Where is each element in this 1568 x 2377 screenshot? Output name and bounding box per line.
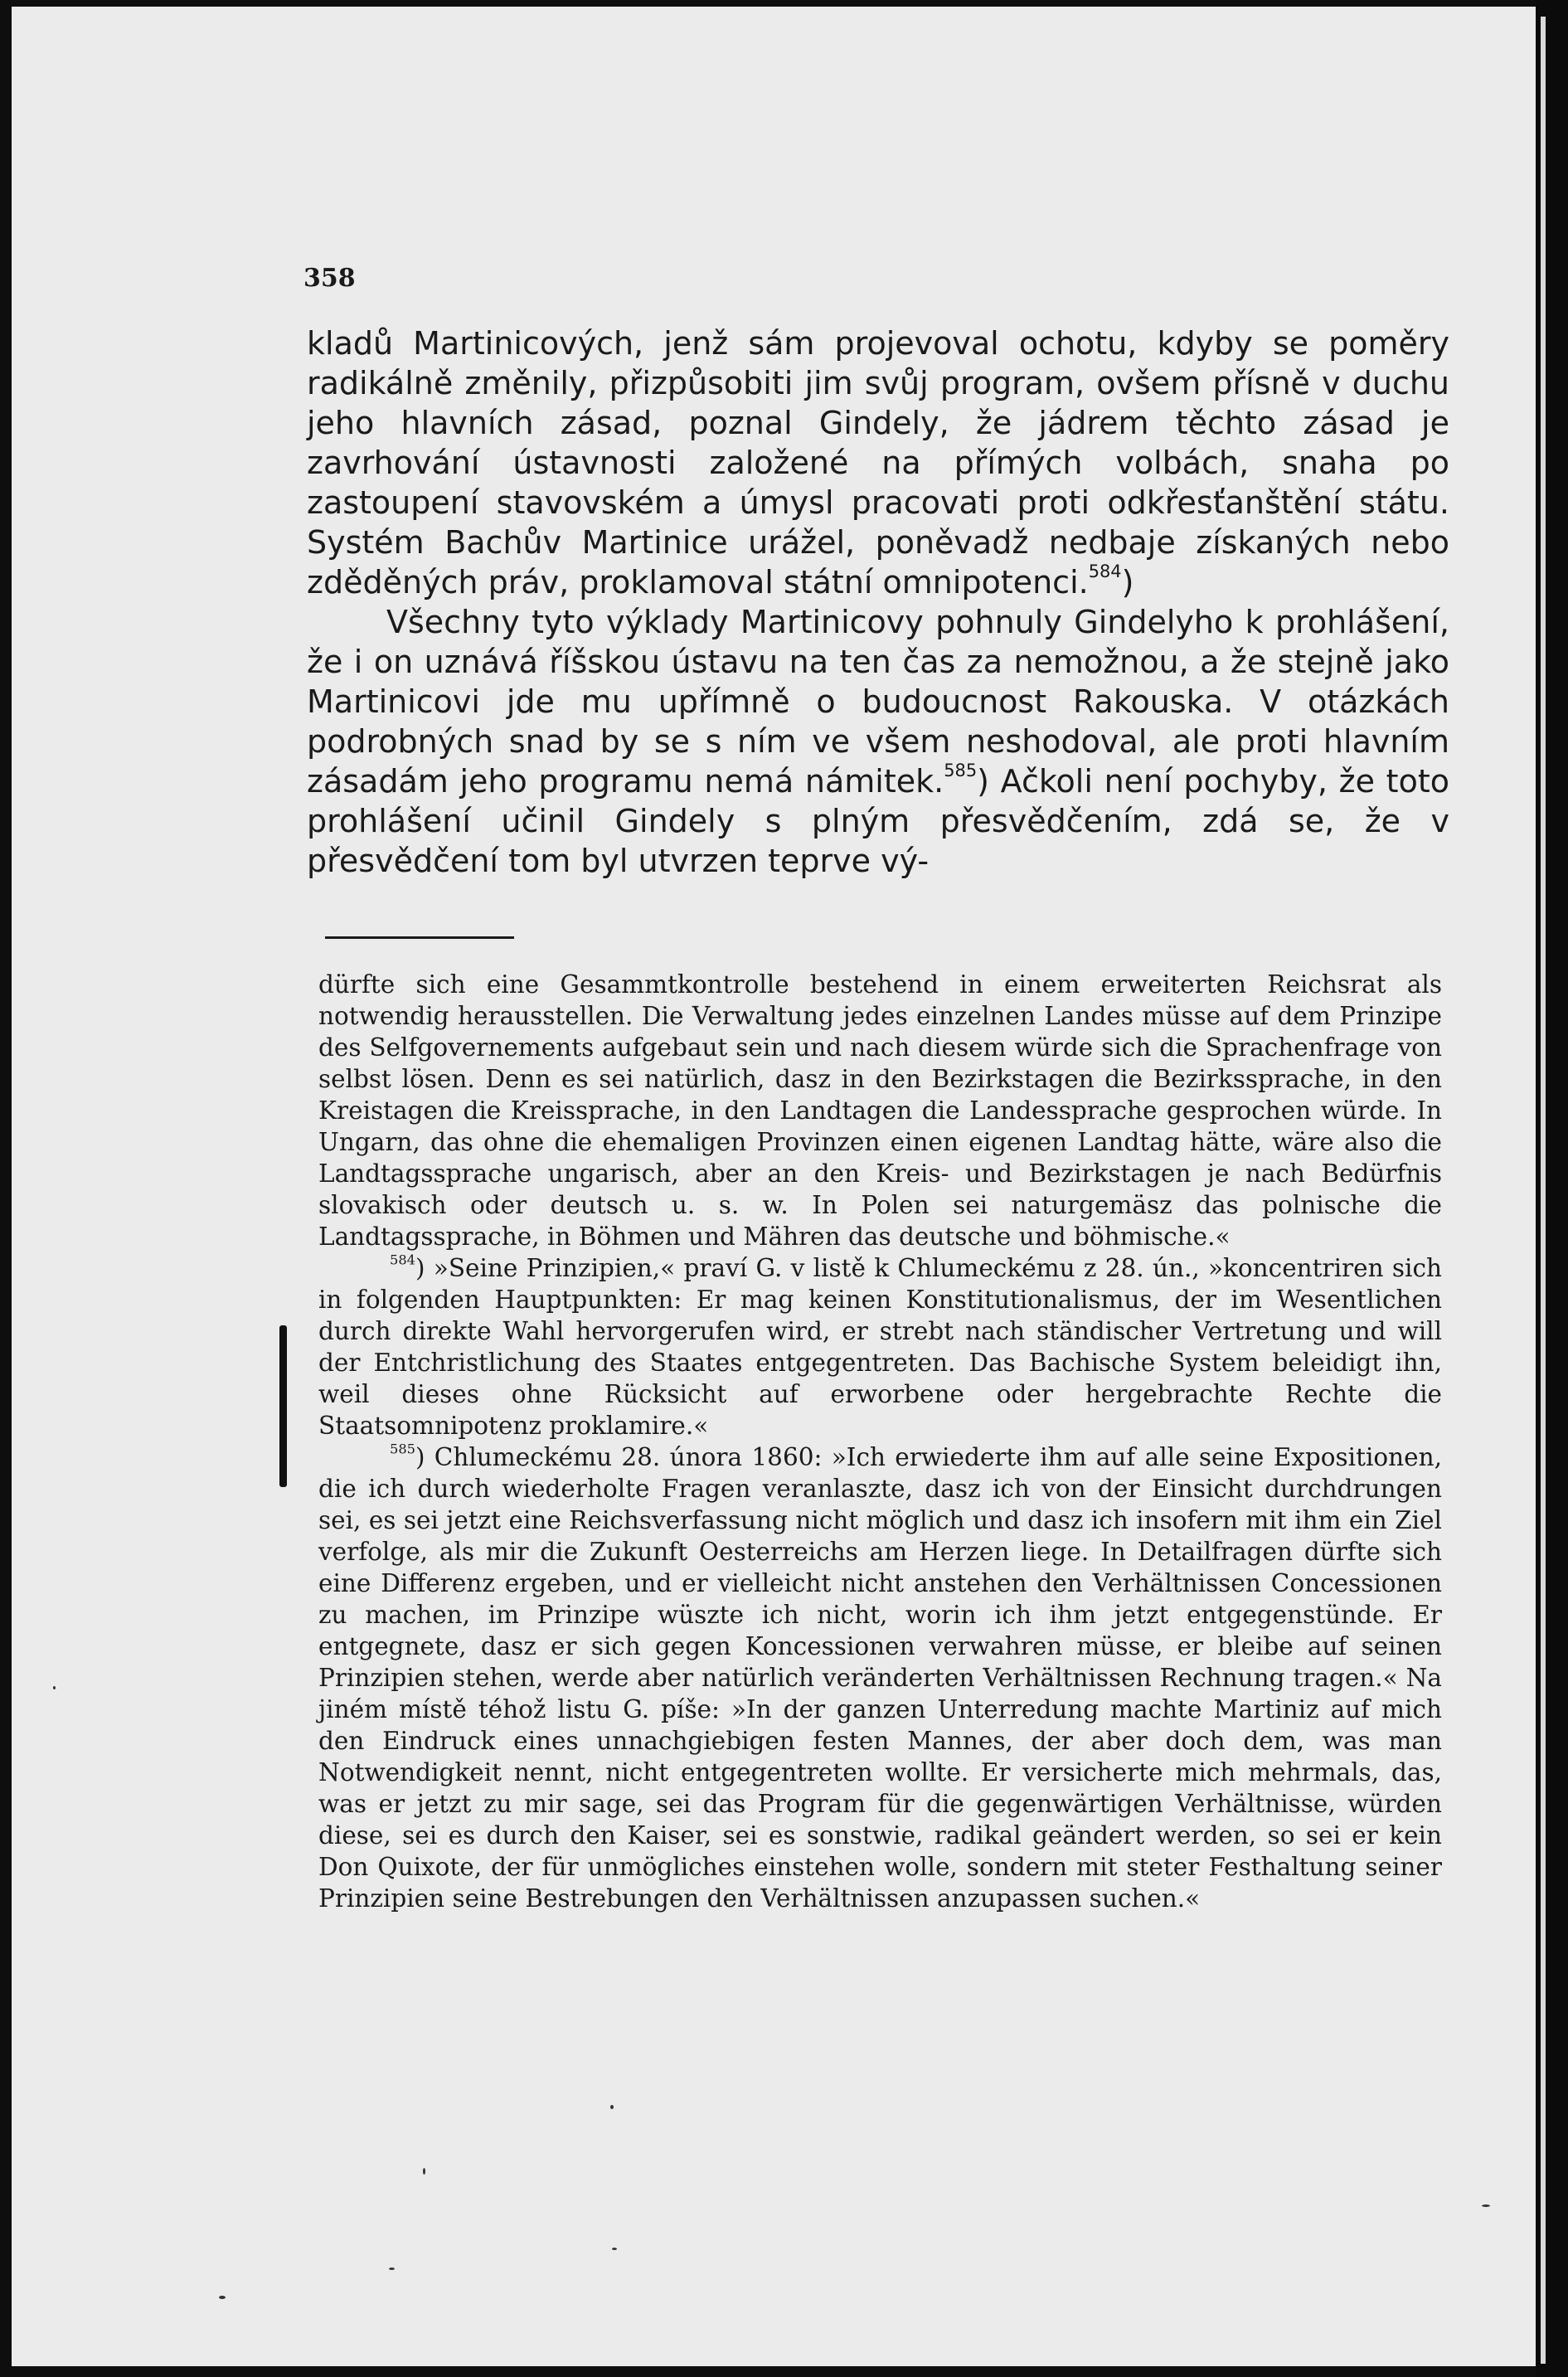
- scan-speck: [219, 2296, 226, 2299]
- book-page: [12, 7, 1536, 2366]
- scan-speck: [612, 2248, 617, 2250]
- footnote-585-text: ) Chlumeckému 28. února 1860: »Ich erwiederte ihm auf alle seine Expositionen, die ich durch wiederholte Fragen veranlaszte, dasz ich von der Einsicht durchdrungen sei, es sei jetzt eine Reichsverfassung nicht möglich und dasz ich insofern mit ihm ein Ziel verfolge, als mir die Zukunft Oesterreichs am Herzen liege. In Detailfragen dürfte sich eine Differenz ergeben, und er vielleicht nicht anstehen den Verhältnissen Concessionen zu machen, im Prinzipe wüszte ich nicht, worin ich ihm jetzt entgegenstünde. Er entgegnete, dasz er sich gegen Koncessionen verwahren müsse, er bleibe auf seinen Prinzipien stehen, werde aber natürlich veränderten Verhältnissen Rechnung tragen.« Na jiném místě téhož listu G. píše: »In der ganzen Unterredung machte Martiniz auf mich den Eindruck eines unnachgiebigen festen Mannes, der aber doch dem, was man Notwendigkeit nennt, nicht entgegentreten wollte. Er versicherte mich mehrmals, das, was er jetzt zu mir sage, sei das Program für die gegenwärtigen Verhältnisse, würden diese, sei es durch den Kaiser, sei es sonstwie, radikal geändert werden, so sei er kein Don Quixote, der für unmögliches einstehen wolle, sondern mit steter Festhaltung seiner Prinzipien seine Bestrebungen den Verhältnissen anzupassen suchen.«: [318, 1443, 1442, 1913]
- scan-speck: [1482, 2204, 1490, 2207]
- page-number: 358: [303, 264, 356, 293]
- body-paragraph-2: [307, 602, 1449, 881]
- footnote-continuation: dürfte sich eine Gesammtkontrolle bestehend in einem erweiterten Reichsrat als notwendig herausstellen. Die Verwaltung jedes einzelnen Landes müsse auf dem Prinzipe des Selfgovernements aufgebaut sein und nach diesem würde sich die Sprachenfrage von selbst lösen. Denn es sei natürlich, dasz in den Bezirkstagen die Bezirkssprache, in den Kreistagen die Kreissprache, in den Landtagen die Landessprache gesprochen würde. In Ungarn, das ohne die ehemaligen Provinzen einen eigenen Landtag hätte, wäre also die Landtagssprache ungarisch, aber an den Kreis- und Bezirkstagen je nach Bedürfnis slovakisch oder deutsch u. s. w. In Polen sei naturgemäsz das polnische die Landtagssprache, in Böhmen und Mähren das deutsche und böhmische.«: [318, 970, 1442, 1251]
- footnote-ref-585: 585: [944, 761, 978, 781]
- margin-bar-mark: [279, 1325, 287, 1487]
- scan-speck: [53, 1686, 56, 1689]
- body-paragraph-1-text: kladů Martinicových, jenž sám projevoval ochotu, kdyby se poměry radikálně změnily, přizpůsobiti jim svůj program, ovšem přísně v duchu jeho hlavních zásad, poznal Gindely, že jádrem těchto zásad je zavrhování ústavnosti založené na přímých volbách, snaha po zastoupení stavovském a úmysl pracovati proti odkřesťanštění státu. Systém Bachův Martinice urážel, poněvadž nedbaje získaných nebo zděděných práv, proklamoval státní omnipotenci.: [307, 325, 1449, 600]
- scan-speck: [610, 2105, 614, 2109]
- footnote-ref-584: 584: [1088, 561, 1122, 582]
- body-paragraph-1-close: ): [1121, 564, 1134, 600]
- scan-speck: [423, 2168, 425, 2175]
- footnote-marker-584: 584: [390, 1252, 415, 1268]
- footnote-separator: [325, 936, 514, 939]
- footnote-marker-585: 585: [390, 1441, 415, 1457]
- footnote-585: [318, 1441, 1442, 1914]
- next-page-edge: [1541, 17, 1546, 2364]
- footnote-584: [318, 1252, 1442, 1441]
- main-text: [307, 323, 1449, 881]
- body-paragraph-2-text: Všechny tyto výklady Martinicovy pohnuly Gindelyho k prohlášení, že i on uznává říšskou ústavu na ten čas za nemožnou, a že stejně jako Martinicovi jde mu upřímně o budoucnost Rakouska. V otázkách podrobných snad by se s ním ve všem neshodoval, ale proti hlavním zásadám jeho programu nemá námitek.: [307, 604, 1449, 800]
- body-paragraph-2-continued: ) Ačkoli není pochyby, že toto prohlášení učinil Gindely s plným přesvědčením, zdá se, že v přesvědčení tom byl utvrzen teprve vý-: [307, 763, 1449, 879]
- footnote-584-text: ) »Seine Prinzipien,« praví G. v listě k Chlumeckému z 28. ún., »koncentriren sich in folgenden Hauptpunkten: Er mag keinen Konstitutionalismus, der im Wesentlichen durch direkte Wahl hervorgerufen wird, er strebt nach ständischer Vertretung und will der Entchristlichung des Staates entgegentreten. Das Bachische System beleidigt ihn, weil dieses ohne Rücksicht auf erworbene oder hergebrachte Rechte die Staatsomnipotenz proklamire.«: [318, 1254, 1442, 1440]
- scan-speck: [389, 2268, 395, 2270]
- body-paragraph-1: [307, 323, 1449, 602]
- footnotes: [318, 969, 1442, 1914]
